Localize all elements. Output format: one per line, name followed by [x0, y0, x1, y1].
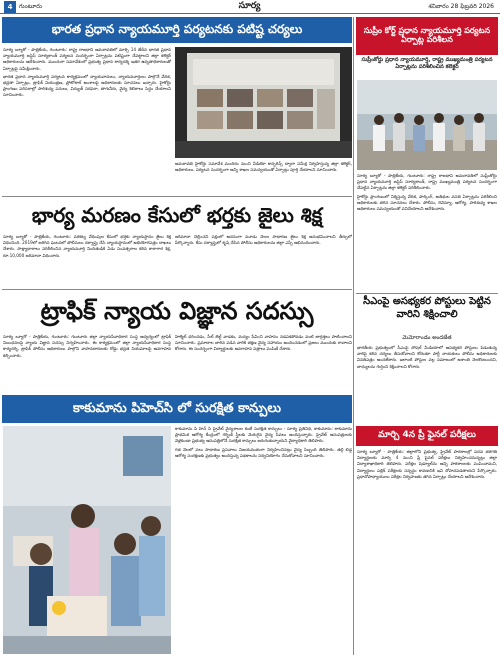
story2-body-right: జరిమానా చెల్లించని పక్షంలో అదనంగా మూడు నెలల సాధారణ జైలు శిక్ష అనుభవించాలని తీర్పులో పేర్కొన్నారు. కేసు దర్యాప్తులో కృషి చేసిన పోలీసు అధికారులను జిల్లా ఎస్పీ అభినందించారు. — [175, 234, 352, 246]
divider — [2, 289, 352, 290]
divider — [2, 196, 352, 197]
story2-body-left: సూర్య బ్యూరో - పాత్రికేయ, గుంటూరు: వరకట్న వేధింపుల కేసులో భర్తకు న్యాయస్థానం జైలు శిక్ష విధించింది. 2019లో జరిగిన ఘటనలో పోలీసులు దర్యాప్తు చేసి న్యాయస్థానంలో అభియోగపత్రం దాఖలు చేశారు. సాక్ష్యాధారాలు పరిశీలించిన న్యాయమూర్తి నిందితుడికి ఏడు సంవత్సరాల కఠిన కారాగార శిక్ష, రూ.10,000 జరిమానా విధించారు. — [3, 234, 171, 258]
story2-headline: భార్య మరణం కేసులో భర్తకు జైలు శిక్ష — [31, 203, 323, 227]
right-subhead: సుప్రీంకోర్టు ప్రధాన న్యాయమూర్తి, రాష్ట్ర ముఖ్యమంత్రి పర్యటన ఏర్పాట్లను పరిశీలించిన కలెక్టర్ — [361, 57, 493, 70]
story3-body-right: హెల్మెట్ ధరించడం, సీట్ బెల్ట్ వాడకం, మద్యం సేవించి వాహనం నడపకపోవడం వంటి జాగ్రత్తలు పాటించాలని సూచించారు. ప్రమాదాల బారిన పడిన వారికి తక్షణ వైద్య సహాయం అందించడంలో ప్రజలు ముందుకు రావాలని కోరారు. ఈ సందర్భంగా విద్యార్థులకు అవగాహన పత్రాలు పంపిణీ చేశారు. — [175, 334, 352, 352]
story1-banner: భారత ప్రధాన న్యాయమూర్తి పర్యటనకు పటిష్ట చర్యలు — [2, 17, 352, 43]
story3-headline: ట్రాఫిక్ న్యాయ విజ్ఞాన సదస్సు — [40, 297, 314, 325]
newspaper-title: సూర్య — [238, 0, 261, 11]
right-paragraph: సూర్య బ్యూరో - పాత్రికేయ, గుంటూరు: రాష్ట్ర రాజధాని అమరావతిలో సుప్రీంకోర్టు ప్రధాన న్యాయమూర్తి జస్టిస్ సూర్యకాంత్, రాష్ట్ర ముఖ్యమంత్రి పర్యటన సందర్భంగా చేపట్టిన ఏర్పాట్లను జిల్లా కలెక్టర్ పరిశీలించారు. — [357, 173, 497, 191]
page-number: 4 — [4, 1, 16, 13]
right-body1 — [357, 173, 497, 291]
story1-caption: అమరావతి హైకోర్టు సమావేశ మందిరం నుంచి వీడియో కాన్ఫరెన్స్ ద్వారా సమీక్ష నిర్వహిస్తున్న జిల్లా కలెక్టర్, అధికారులు. పర్యటన సందర్భంగా అన్ని శాఖల సమన్వయంతో ఏర్పాట్లు పూర్తి చేయాలని సూచించారు. — [175, 161, 352, 172]
story1-paragraph: భారత ప్రధాన న్యాయమూర్తి పర్యటన కార్యక్రమంలో న్యాయవాదులు, న్యాయమూర్తులు పాల్గొనే వేదిక, భద్రతా ఏర్పాట్లు, ట్రాఫిక్ నియంత్రణ, ప్రోటోకాల్ అంశాలపై అధికారులకు సూచనలు ఇచ్చారు. హైకోర్టు ప్రాంగణం పరిసరాల్లో పారిశుధ్య పనులు, విద్యుత్ సరఫరా, తాగునీరు, వైద్య శిబిరాలు సిద్ధం చేయాలని సూచించారు. — [3, 73, 171, 98]
hospital-staff-photo — [3, 426, 171, 654]
right-body3: సూర్య బ్యూరో - పాత్రికేయ: జిల్లాలోని ప్రభుత్వ, ప్రైవేట్ పాఠశాలల్లో పదవ తరగతి విద్యార్థులకు మార్చి 4 నుంచి ప్రీ ఫైనల్ పరీక్షలు నిర్వహించనున్నట్లు జిల్లా విద్యాశాఖాధికారి తెలిపారు. పరీక్షల షెడ్యూల్‌ను అన్ని పాఠశాలలకు పంపించామని, విద్యార్థులు పబ్లిక్ పరీక్షలకు సన్నద్ధం కావడానికి ఇవి దోహదపడతాయని పేర్కొన్నారు. ప్రధానోపాధ్యాయులు పరీక్షల నిర్వహణకు తగిన ఏర్పాట్లు చేయాలని ఆదేశించారు. — [357, 449, 497, 479]
story4-paragraph: గత నెలలో పలు సాధారణ ప్రసవాలు విజయవంతంగా నిర్వహించినట్లు వైద్య సిబ్బంది తెలిపారు. తల్లి బిడ్డ ఆరోగ్య సంరక్షణకు ప్రభుత్వం అందిస్తున్న పథకాలను సద్వినియోగం చేసుకోవాలని సూచించారు. — [175, 446, 352, 458]
right-banner2: మార్చి 4న ప్రీ ఫైనల్ పరీక్షలు — [356, 426, 498, 446]
right-subhead2: మెమోరాండం అందజేత — [402, 335, 452, 341]
right-body2: భారతీయ ప్రభుత్వంలో సీఎంపై సోషల్ మీడియాలో అసభ్యకర పోస్టులు పెడుతున్న వారిపై కఠిన చర్యలు తీసుకోవాలని కోరుతూ పార్టీ నాయకులు పోలీసు అధికారులకు వినతిపత్రం అందజేశారు. ఇలాంటి పోస్టుల వల్ల సమాజంలో అశాంతి నెలకొంటుందని, బాధ్యులను గుర్తించి శిక్షించాలని కోరారు. — [357, 345, 497, 369]
inspection-photo — [357, 80, 497, 170]
divider — [356, 293, 498, 294]
story3-body-left: సూర్య బ్యూరో - పాత్రికేయ, గుంటూరు: గుంటూరు జిల్లా న్యాయసేవాధికార సంస్థ ఆధ్వర్యంలో ట్రాఫిక్ నిబంధనలపై న్యాయ విజ్ఞాన సదస్సు నిర్వహించారు. ఈ కార్యక్రమంలో జిల్లా న్యాయసేవాధికార సంస్థ కార్యదర్శి, ట్రాఫిక్ పోలీసు అధికారులు పాల్గొని వాహనదారులకు రోడ్డు భద్రత నియమాలపై అవగాహన కల్పించారు. — [3, 334, 171, 358]
right-headline2: సీఎంపై అసభ్యకర పోస్టులు పెట్టిన వారిని శిక్షించాలి — [363, 296, 491, 320]
story1-body — [3, 47, 171, 192]
story4-paragraph: కాకుమాను పి హెచ్ సి ప్రైవేట్ వైద్యశాలల కంటే సురక్షిత కాన్పులు - సూర్య ప్రతినిధి, కాకుమాను: కాకుమాను ప్రాథమిక ఆరోగ్య కేంద్రంలో గర్భిణీ స్త్రీలకు మెరుగైన వైద్య సేవలు అందిస్తున్నారు. ప్రైవేట్ ఆసుపత్రులకు వెళ్లకుండా ప్రభుత్వ ఆసుపత్రిలోనే సురక్షిత కాన్పులు జరుగుతున్నాయని వైద్యాధికారి తెలిపారు. — [175, 426, 352, 444]
right-banner: సుప్రీం కోర్ట్ ప్రధాన న్యాయమూర్తి పర్యటన ఏర్పాట్ల పరిశీలన — [356, 17, 498, 55]
story4-body — [175, 426, 352, 654]
story1-paragraph: సూర్య బ్యూరో - పాత్రికేయ, గుంటూరు: రాష్ట్ర రాజధాని అమరావతిలో మార్చి 14 తేదీన భారత ప్రధాన న్యాయమూర్తి జస్టిస్ సూర్యకాంత్ పర్యటన సందర్భంగా ఏర్పాట్లను పటిష్టంగా చేపట్టాలని జిల్లా కలెక్టర్ అధికారులను ఆదేశించారు. ముందుగా సమావేశంలో ప్రభుత్వ ప్రధాన కార్యదర్శి ఇతర ఉన్నతాధికారులతో ఏర్పాట్లపై సమీక్షించారు. — [3, 47, 171, 71]
video-conference-photo — [175, 47, 352, 158]
column-divider — [353, 17, 354, 655]
section-name: గుంటూరు — [19, 2, 42, 10]
issue-date: శనివారం 28 ఫిబ్రవరి 2026 — [428, 2, 494, 10]
story4-banner: కాకుమాను పిహెచ్‌సి లో సురక్షిత కాన్పులు — [2, 395, 352, 423]
right-paragraph: హైకోర్టు ప్రాంగణంలో నిర్మిస్తున్న వేదిక, పార్కింగ్, అతిథుల వసతి ఏర్పాట్లను పరిశీలించి అధికారులకు తగిన సూచనలు చేశారు. పోలీసు, రెవెన్యూ, ఆరోగ్య, పారిశుధ్య శాఖల అధికారులు సమన్వయంతో పనిచేయాలని ఆదేశించారు. — [357, 193, 497, 212]
masthead — [0, 0, 500, 14]
